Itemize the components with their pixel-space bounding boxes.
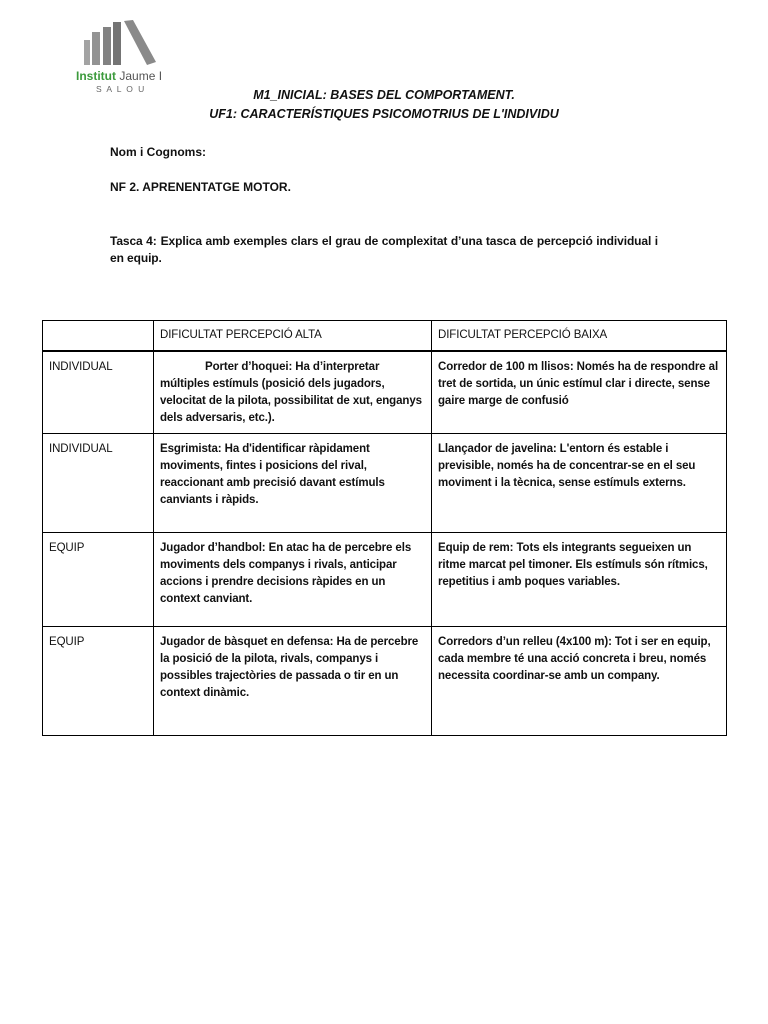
building-logo-icon (80, 18, 160, 68)
logo-city-text: S A L O U (96, 84, 146, 94)
task-statement (110, 233, 658, 267)
document-title (0, 86, 768, 124)
low-difficulty-cell: Corredors d’un relleu (4x100 m): Tot i ser en equip, cada membre té una acció concreta i breu, només necessita coordinar-se amb un company. (432, 627, 727, 736)
low-difficulty-cell: Equip de rem: Tots els integrants segueixen un ritme marcat pel timoner. Els estímuls són rítmics, repetitius i amb poques variables. (432, 533, 727, 627)
high-difficulty-cell: Jugador d’handbol: En atac ha de percebre els moviments dels companys i rivals, anticipar accions i prendre decisions ràpides en un context canviant. (154, 533, 432, 627)
table-row (43, 434, 727, 533)
table-row (43, 533, 727, 627)
section-title: NF 2. APRENENTATGE MOTOR. (110, 180, 291, 194)
high-difficulty-cell: Esgrimista: Ha d'identificar ràpidament moviments, fintes i posicions del rival, reaccionant amb precisió davant estímuls canviants i ràpids. (154, 434, 432, 533)
header-high-difficulty: DIFICULTAT PERCEPCIÓ ALTA (154, 321, 432, 352)
logo-jaume-text: Jaume I (119, 69, 163, 83)
logo-institut-text: Institut (76, 69, 116, 83)
perception-difficulty-table (42, 320, 727, 736)
row-type-cell: EQUIP (43, 627, 154, 736)
title-line-module: M1_INICIAL: BASES DEL COMPORTAMENT. (253, 88, 515, 102)
low-difficulty-cell: Llançador de javelina: L'entorn és estable i previsible, només ha de concentrar-se en el seu moviment i la tècnica, sense estímuls externs. (432, 434, 727, 533)
table-row (43, 627, 727, 736)
high-difficulty-cell: Jugador de bàsquet en defensa: Ha de percebre la posició de la pilota, rivals, companys i possibles trajectòries de passada o tir en un context dinàmic. (154, 627, 432, 736)
high-difficulty-cell: Porter d’hoquei: Ha d’interpretar múltiples estímuls (posició dels jugadors, velocitat de la pilota, possibilitat de xut, enganys dels adversaris, etc.). (154, 351, 432, 434)
header-low-difficulty: DIFICULTAT PERCEPCIÓ BAIXA (432, 321, 727, 352)
empty-header-cell (43, 321, 154, 352)
table-header-row (43, 321, 727, 352)
row-type-cell: EQUIP (43, 533, 154, 627)
row-type-cell: INDIVIDUAL (43, 351, 154, 434)
task-label: Tasca 4: (110, 234, 157, 248)
title-line-unit: UF1: CARACTERÍSTIQUES PSICOMOTRIUS DE L'INDIVIDU (209, 107, 559, 121)
logo-name (76, 69, 162, 83)
task-text: Explica amb exemples clars el grau de complexitat d’una tasca de percepció individual i en equip. (110, 234, 658, 265)
student-name-label: Nom i Cognoms: (110, 145, 206, 159)
row-type-cell: INDIVIDUAL (43, 434, 154, 533)
low-difficulty-cell: Corredor de 100 m llisos: Només ha de respondre al tret de sortida, un únic estímul clar i directe, sense gaire marge de confusió (432, 351, 727, 434)
table-row (43, 351, 727, 434)
